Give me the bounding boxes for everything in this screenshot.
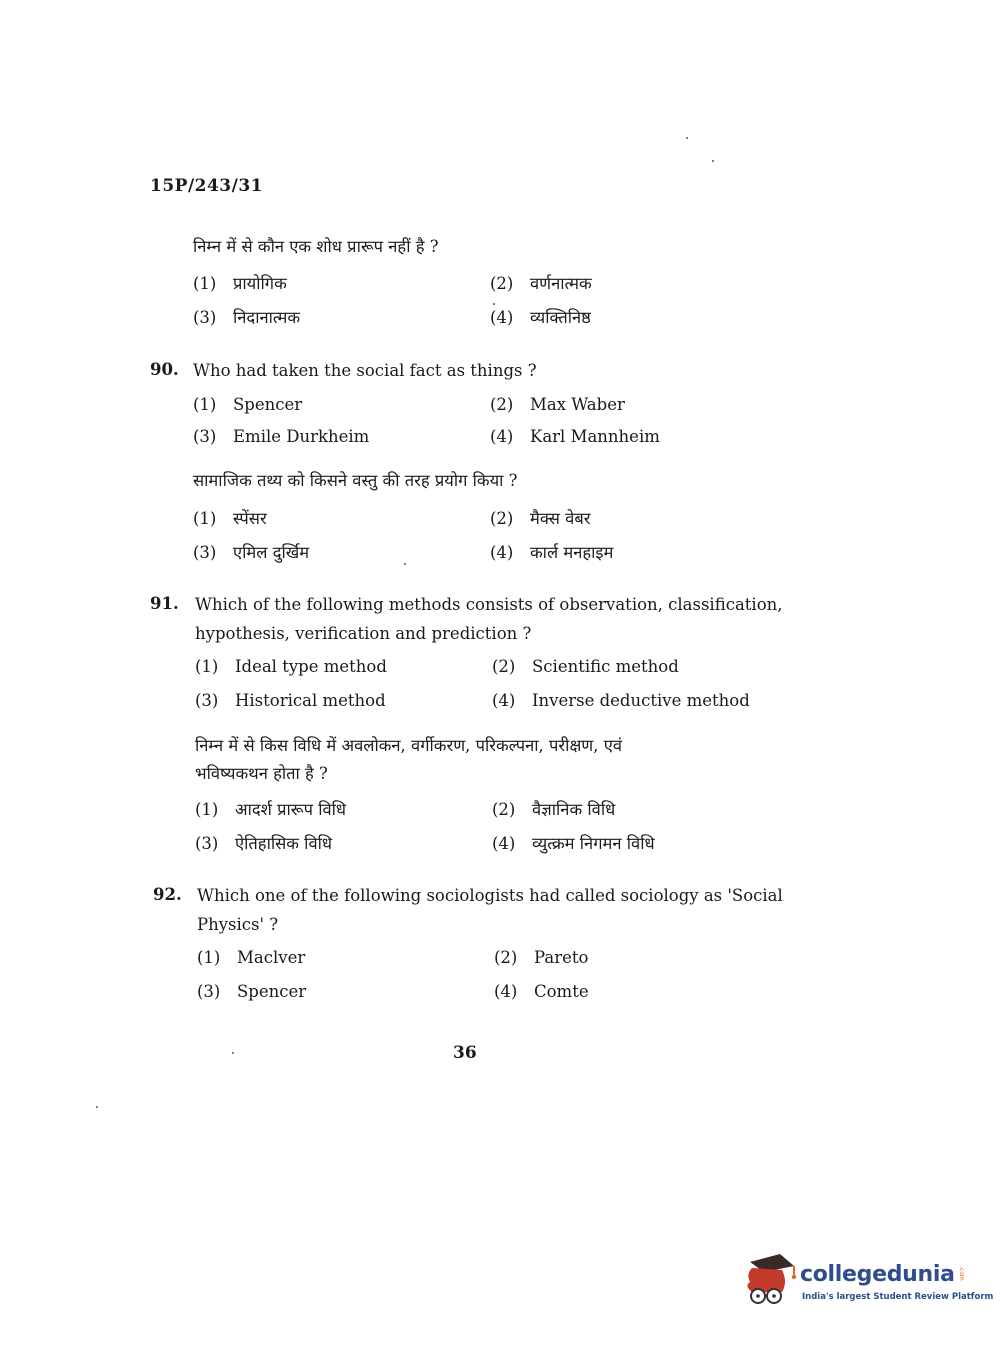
q91-hindi-option-4: (4) व्युत्क्रम निगमन विधि — [492, 834, 655, 853]
q90-hindi-option-4: (4) कार्ल मनहाइम — [490, 543, 614, 562]
q92-stem-line-2: Physics' ? — [197, 915, 279, 934]
q91-hindi-stem-line-2: भविष्यकथन होता है ? — [195, 764, 328, 783]
q89-hindi-option-2: (2) वर्णनात्मक — [490, 274, 592, 293]
q90-stem: Who had taken the social fact as things ? — [193, 361, 537, 380]
q92-option-4: (4) Comte — [494, 982, 589, 1001]
q89-hindi-option-1: (1) प्रायोगिक — [193, 274, 287, 293]
q91-hindi-option-1: (1) आदर्श प्रारूप विधि — [195, 800, 347, 819]
scan-speck — [96, 1106, 98, 1108]
q90-option-4: (4) Karl Mannheim — [490, 427, 660, 446]
scan-speck — [493, 303, 495, 305]
scan-speck — [404, 563, 406, 565]
scan-speck — [686, 137, 688, 139]
q90-hindi-stem: सामाजिक तथ्य को किसने वस्तु की तरह प्रयोग किया ? — [193, 471, 518, 490]
q91-number: 91. — [150, 594, 179, 613]
q92-option-3: (3) Spencer — [197, 982, 307, 1001]
q91-hindi-stem-line-1: निम्न में से किस विधि में अवलोकन, वर्गीकरण, परिकल्पना, परीक्षण, एवं — [195, 736, 622, 755]
q91-option-4: (4) Inverse deductive method — [492, 691, 750, 710]
scan-speck — [712, 160, 714, 162]
q90-hindi-option-2: (2) मैक्स वेबर — [490, 509, 591, 528]
q92-number: 92. — [153, 885, 182, 904]
q90-hindi-option-1: (1) स्पेंसर — [193, 509, 267, 528]
q89-hindi-stem: निम्न में से कौन एक शोध प्रारूप नहीं है ? — [193, 237, 439, 256]
q91-hindi-option-2: (2) वैज्ञानिक विधि — [492, 800, 616, 819]
scan-speck — [232, 1052, 234, 1054]
q89-hindi-option-4: (4) व्यक्तिनिष्ठ — [490, 308, 591, 327]
q91-option-2: (2) Scientific method — [492, 657, 679, 676]
q92-option-2: (2) Pareto — [494, 948, 589, 967]
q90-option-2: (2) Max Waber — [490, 395, 625, 414]
brand-name: collegedunia — [800, 1262, 955, 1287]
page-number: 36 — [453, 1043, 477, 1063]
q91-stem-line-1: Which of the following methods consists of observation, classification, — [195, 595, 783, 614]
q90-hindi-option-3: (3) एमिल दुर्खिम — [193, 543, 310, 562]
q90-option-3: (3) Emile Durkheim — [193, 427, 370, 446]
q91-option-1: (1) Ideal type method — [195, 657, 387, 676]
brand-suffix: .com — [958, 1266, 965, 1281]
q90-option-1: (1) Spencer — [193, 395, 303, 414]
q91-hindi-option-3: (3) ऐतिहासिक विधि — [195, 834, 333, 853]
q89-hindi-option-3: (3) निदानात्मक — [193, 308, 301, 327]
q91-option-3: (3) Historical method — [195, 691, 386, 710]
q91-stem-line-2: hypothesis, verification and prediction ? — [195, 624, 532, 643]
q92-option-1: (1) Maclver — [197, 948, 306, 967]
mascot-icon — [742, 1252, 798, 1310]
collegedunia-logo — [742, 1252, 994, 1312]
q92-stem-line-1: Which one of the following sociologists had called sociology as 'Social — [197, 886, 783, 905]
q90-number: 90. — [150, 360, 179, 379]
paper-code: 15P/243/31 — [150, 176, 264, 196]
brand-tagline: India's largest Student Review Platform — [802, 1292, 994, 1302]
